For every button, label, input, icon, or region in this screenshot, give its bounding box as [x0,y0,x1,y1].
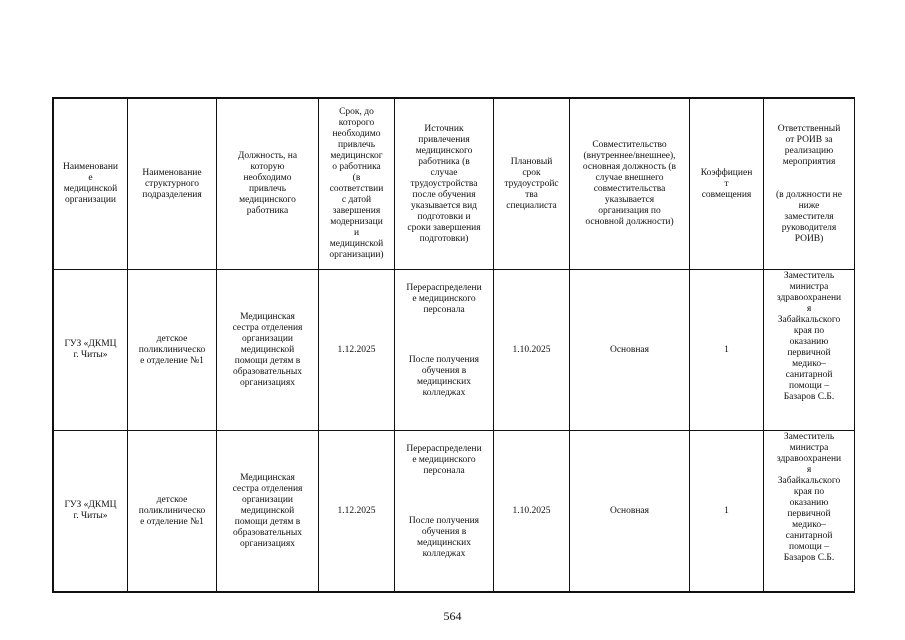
cell-position: Медицинская сестра отделения организации медицинской помощи детям в образовательных организациях [217,431,319,592]
page-number: 564 [443,609,462,623]
cell-source [395,431,494,592]
cell-source [395,270,494,431]
header-source: Источник привлечения медицинского работника (в случае трудоустройства после обучения указывается вид подготовки и сроки завершения подготовки) [395,99,494,270]
cell-deadline: 1.12.2025 [319,431,395,592]
cell-coefficient: 1 [690,431,764,592]
source-redistribution: Перераспределени е медицинского персонала [406,444,482,476]
cell-coefficient: 1 [690,270,764,431]
source-training: После получения обучения в медицинских колледжах [408,355,480,398]
cell-org: ГУЗ «ДКМЦ г. Читы» [54,431,128,592]
header-deadline: Срок, до которого необходимо привлечь медицинског о работника (в соответствии с датой завершения модернизаци и медицинской организации) [319,99,395,270]
cell-org: ГУЗ «ДКМЦ г. Читы» [54,270,128,431]
header-coefficient: Коэффициен т совмещения [690,99,764,270]
cell-planned-date: 1.10.2025 [494,431,570,592]
cell-deadline: 1.12.2025 [319,270,395,431]
header-planned-date: Плановый срок трудоустройс тва специалиста [494,99,570,270]
source-training: После получения обучения в медицинских колледжах [408,516,480,559]
cell-unit: детское поликлиническо е отделение №1 [128,270,217,431]
header-unit: Наименование структурного подразделения [128,99,217,270]
table-row [54,270,855,431]
staffing-table [52,97,855,593]
header-org: Наименовани е медицинской организации [54,99,128,270]
cell-unit: детское поликлиническо е отделение №1 [128,431,217,592]
header-responsible: Ответственный от РОИВ за реализацию мероприятия (в должности не ниже заместителя руководителя РОИВ) [764,99,855,270]
cell-combination: Основная [570,431,690,592]
header-position: Должность, на которую необходимо привлечь медицинского работника [217,99,319,270]
source-redistribution: Перераспределени е медицинского персонала [406,283,482,315]
table-header-row [54,99,855,270]
cell-planned-date: 1.10.2025 [494,270,570,431]
table-row [54,431,855,592]
cell-combination: Основная [570,270,690,431]
cell-position: Медицинская сестра отделения организации медицинской помощи детям в образовательных организациях [217,270,319,431]
header-combination: Совместительство (внутреннее/внешнее), основная должность (в случае внешнего совместительства указывается организация по основной должности) [570,99,690,270]
cell-responsible: Заместитель министра здравоохранени я Забайкальского края по оказанию первичной медико– санитарной помощи – Базаров С.Б. [764,270,855,431]
cell-responsible: Заместитель министра здравоохранени я Забайкальского края по оказанию первичной медико– санитарной помощи – Базаров С.Б. [764,431,855,592]
